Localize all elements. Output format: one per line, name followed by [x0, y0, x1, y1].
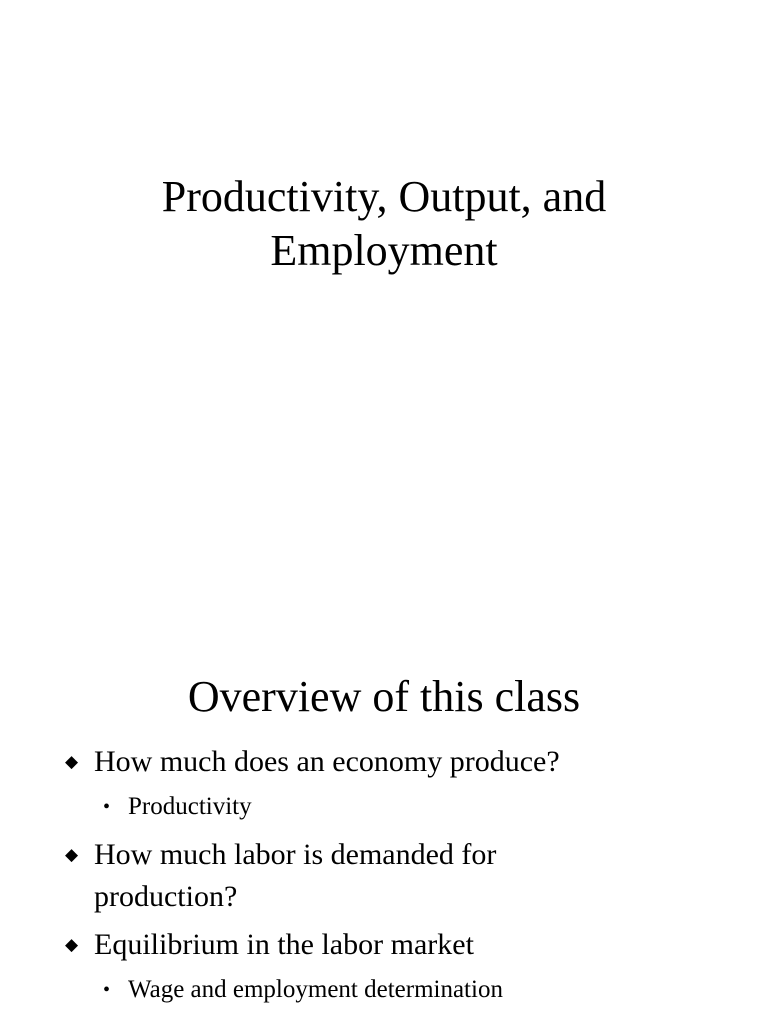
bullet-text: How much does an economy produce?: [94, 745, 560, 778]
sub-bullet-item: [103, 792, 252, 822]
bullet-item: [65, 834, 497, 918]
diamond-bullet-icon: ◆: [65, 845, 79, 864]
sub-bullet-text: Productivity: [128, 793, 252, 820]
sub-bullet-item: [103, 975, 503, 1005]
slide-title: [0, 170, 768, 278]
bullet-text: [94, 834, 496, 918]
bullet-item: [65, 741, 560, 783]
diamond-bullet-icon: ◆: [65, 752, 79, 771]
bullet-list: [0, 512, 768, 1024]
title-line-2: Employment: [270, 226, 498, 275]
dot-bullet-icon: •: [103, 979, 111, 1001]
bullet-text: Equilibrium in the labor market: [94, 928, 474, 961]
slide-title: Overview of this class: [187, 672, 581, 721]
diamond-bullet-icon: ◆: [65, 935, 79, 954]
slide-2: [0, 512, 768, 1024]
bullet-text-line-1: How much labor is demanded for: [94, 838, 497, 871]
sub-bullet-text: Wage and employment determination: [128, 976, 503, 1003]
bullet-text-line-2: production?: [94, 880, 238, 913]
bullet-item: [65, 924, 474, 966]
title-line-1: Productivity, Output, and: [161, 172, 607, 221]
dot-bullet-icon: •: [103, 796, 111, 818]
